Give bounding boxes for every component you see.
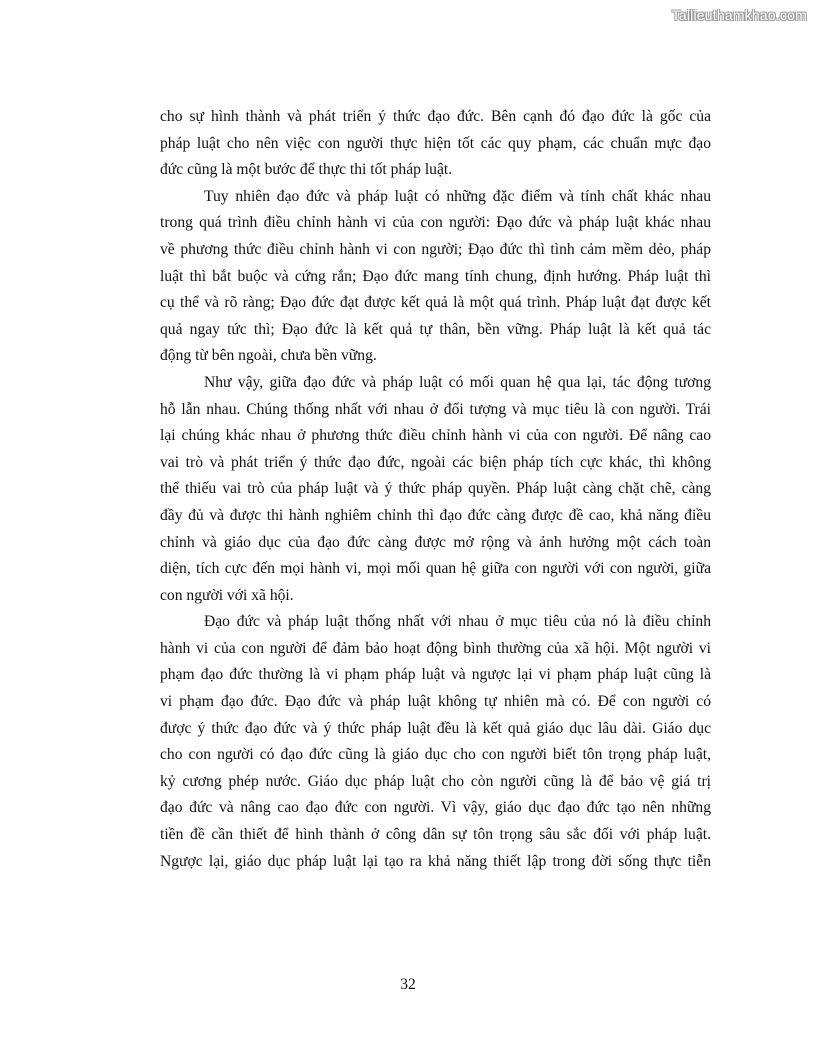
paragraph-line: tiền đề cần thiết để hình thành ở công dân sự tôn trọng sâu sắc đối với pháp luật. — [160, 826, 711, 844]
paragraph-line: cụ thể và rõ ràng; Đạo đức đạt được kết quả là một quá trình. Pháp luật đạt được kết — [160, 294, 711, 312]
paragraph-line: Ngược lại, giáo dục pháp luật lại tạo ra khả năng thiết lập trong đời sống thực tiễn — [160, 852, 711, 870]
paragraph-line: Như vậy, giữa đạo đức và pháp luật có mối quan hệ qua lại, tác động tương — [204, 373, 711, 391]
paragraph-line: lại chúng khác nhau ở phương thức điều chỉnh hành vi của con người. Để nâng cao — [160, 427, 711, 445]
paragraph-line: thể thiếu vai trò của pháp luật và ý thức pháp quyền. Pháp luật càng chặt chẽ, càng — [160, 480, 711, 498]
paragraph-line: kỷ cương phép nước. Giáo dục pháp luật cho còn người cũng là để bảo vệ giá trị — [160, 772, 711, 790]
paragraph-line: phạm đạo đức thường là vi phạm pháp luật và ngược lại vi phạm pháp luật cũng là — [160, 666, 711, 684]
paragraph-line: luật thì bắt buộc và cứng rắn; Đạo đức mang tính chung, định hướng. Pháp luật thì — [160, 267, 711, 285]
paragraph-line: quả ngay tức thì; Đạo đức là kết quả tự thân, bền vững. Pháp luật là kết quả tác — [160, 320, 711, 338]
paragraph-line: về phương thức điều chỉnh hành vi con người; Đạo đức thì tình cảm mềm dẻo, pháp — [160, 240, 711, 258]
paragraph-line: Đạo đức và pháp luật thống nhất với nhau ở mục tiêu của nó là điều chỉnh — [204, 613, 711, 631]
paragraph-line: hành vi của con người để đảm bảo hoạt động bình thường của xã hội. Một người vi — [160, 639, 711, 657]
paragraph-line: vi phạm đạo đức. Đạo đức và pháp luật không tự nhiên mà có. Để con người có — [160, 693, 711, 711]
paragraph-line: vai trò và phát triển ý thức đạo đức, ngoài các biện pháp tích cực khác, thì không — [160, 453, 711, 471]
paragraph-line: đầy đủ và được thi hành nghiêm chỉnh thì đạo đức càng được đề cao, khả năng điều — [160, 506, 711, 524]
paragraph-line: cho con người có đạo đức cũng là giáo dục cho con người biết tôn trọng pháp luật, — [160, 746, 711, 764]
paragraph-2 — [160, 184, 711, 370]
page-number: 32 — [400, 976, 416, 993]
paragraph-line: chỉnh và giáo dục của đạo đức càng được mở rộng và ảnh hưởng một cách toàn — [160, 533, 711, 551]
document-body — [160, 104, 711, 875]
paragraph-line: trong quá trình điều chỉnh hành vi của con người: Đạo đức và pháp luật khác nhau — [160, 214, 711, 232]
paragraph-line: con người với xã hội. — [160, 586, 294, 604]
paragraph-line: Tuy nhiên đạo đức và pháp luật có những đặc điểm và tính chất khác nhau — [204, 187, 711, 205]
paragraph-3 — [160, 370, 711, 609]
paragraph-1 — [160, 104, 711, 184]
paragraph-line: cho sự hình thành và phát triển ý thức đạo đức. Bên cạnh đó đạo đức là gốc của — [160, 108, 711, 125]
paragraph-line: diện, tích cực đến mọi hành vi, mọi mối quan hệ giữa con người với con người, giữa — [160, 560, 711, 578]
paragraph-line: đạo đức và nâng cao đạo đức con người. Vì vậy, giáo dục đạo đức tạo nên những — [160, 799, 711, 817]
paragraph-line: pháp luật cho nên việc con người thực hiện tốt các quy phạm, các chuẩn mực đạo — [160, 134, 711, 152]
paragraph-line: đức cũng là một bước để thực thi tốt pháp luật. — [160, 161, 453, 179]
paragraph-line: động từ bên ngoài, chưa bền vững. — [160, 347, 377, 365]
watermark-text: Tailieuthamkhao.com — [671, 7, 807, 23]
paragraph-4 — [160, 609, 711, 875]
paragraph-line: hỗ lẫn nhau. Chúng thống nhất với nhau ở đối tượng và mục tiêu là con người. Trái — [160, 400, 711, 418]
paragraph-line: được ý thức đạo đức và ý thức pháp luật đều là kết quả giáo dục lâu dài. Giáo dục — [160, 719, 711, 737]
